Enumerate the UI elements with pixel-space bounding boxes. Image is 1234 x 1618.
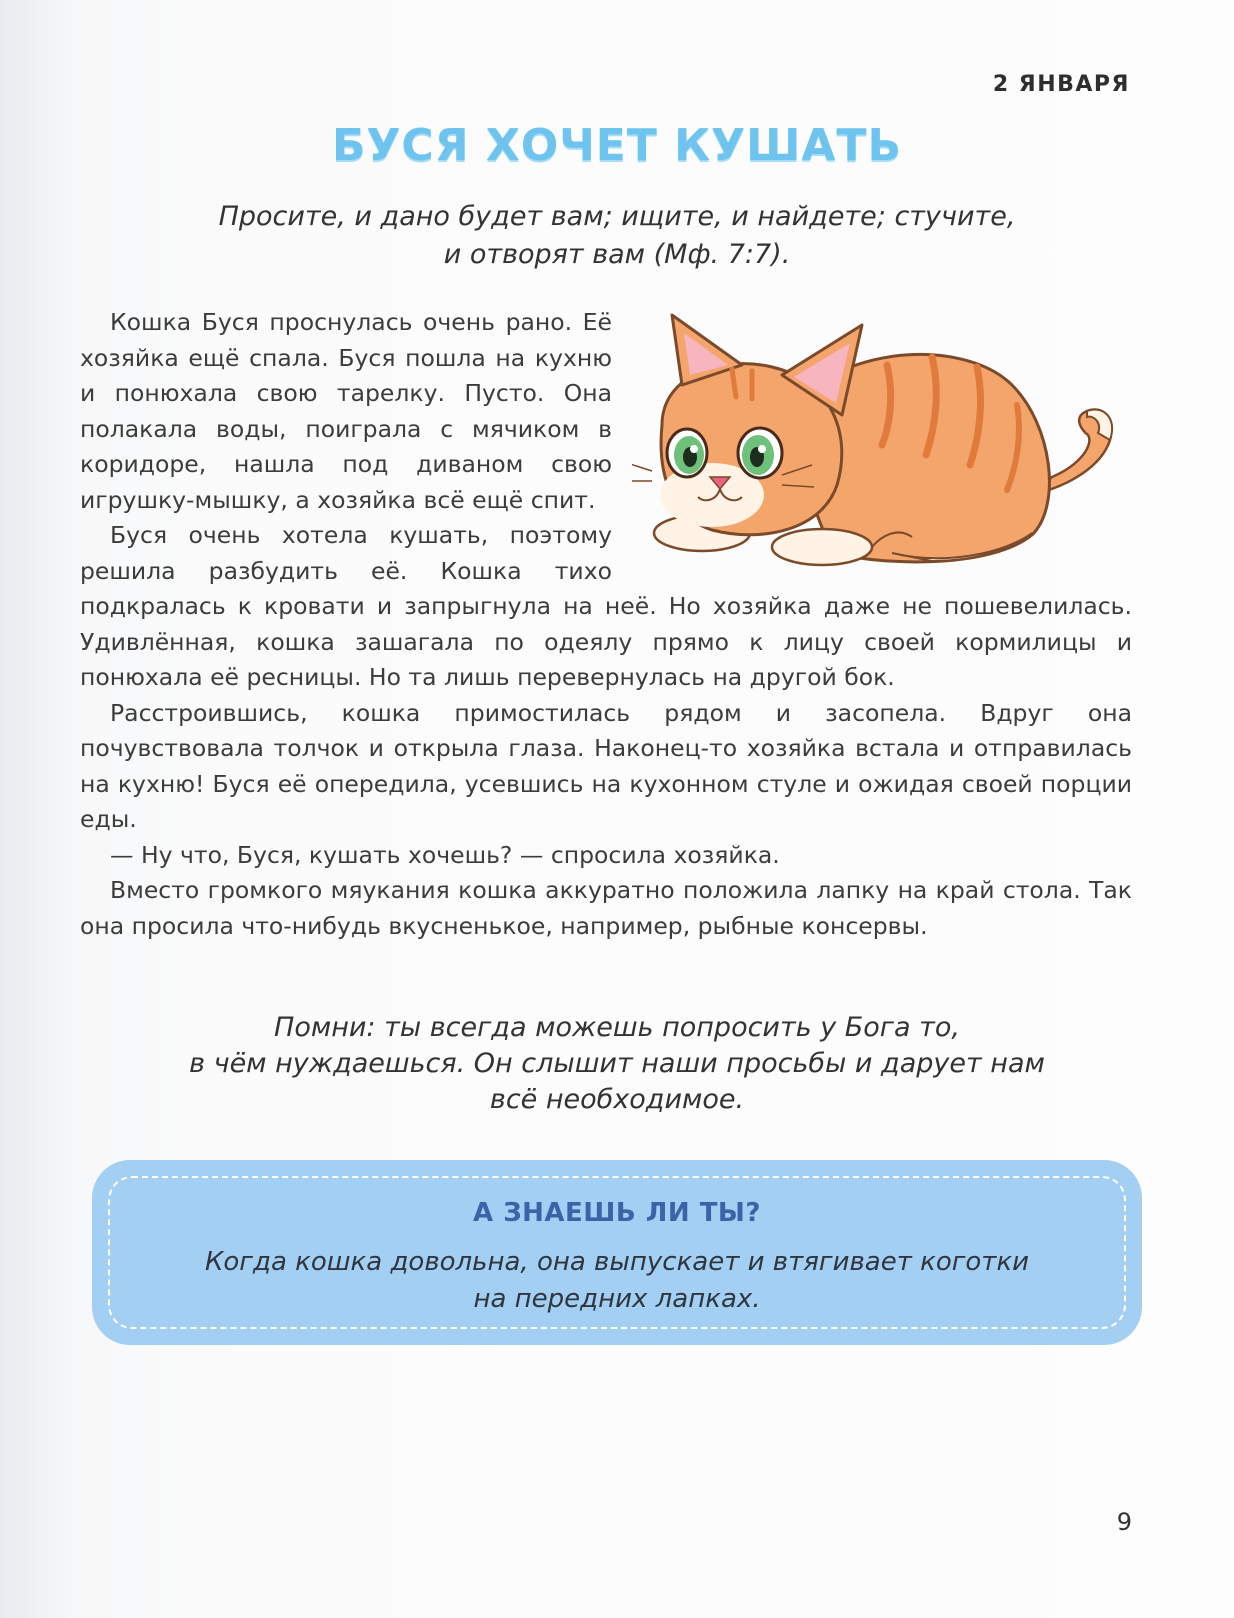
story-paragraph-2: Буся очень хотела кушать, поэтому решила разбудить её. Кошка тихо подкралась к кровати и запрыгнула на неё. Но хозяйка даже не пошевелилась. Удивлённая, кошка зашагала по одеялу прямо к лицу своей кормилицы и понюхала её ресницы. Но та лишь перевернулась на другой бок. (80, 521, 1132, 691)
story-paragraph-3: Расстроившись, кошка примостилась рядом и засопела. Вдруг она почувствовала толчок и открыла глаза. Наконец-то хозяйка встала и отправилась на кухню! Буся её опередила, усевшись на кухонном стуле и ожидая своей порции еды. (80, 698, 1132, 833)
cat-image (632, 305, 1132, 587)
cat-illustration (632, 305, 1132, 587)
moral-line-2: в чём нуждаешься. Он слышит наши просьбы и дарует нам (189, 1048, 1045, 1079)
moral-text (0, 1010, 1234, 1118)
fact-line-2: на передних лапках. (473, 1284, 761, 1314)
moral-line-1: Помни: ты всегда можешь попросить у Бога то, (274, 1012, 960, 1043)
story-text (80, 305, 1132, 944)
fact-line-1: Когда кошка довольна, она выпускает и втягивает коготки (204, 1247, 1030, 1277)
did-you-know-title: А ЗНАЕШЬ ЛИ ТЫ? (473, 1198, 761, 1228)
moral-line-3: всё необходимое. (489, 1084, 745, 1115)
epigraph (0, 198, 1234, 274)
story-paragraph-1: Кошка Буся проснулась очень рано. Её хозяйка ещё спала. Буся пошла на кухню и понюхала свою тарелку. Пусто. Она полакала воды, поиграла с мячиком в коридоре, нашла под диваном свою игрушку-мышку, а хозяйка всё ещё спит. (80, 308, 612, 514)
story-paragraph-5: Вместо громкого мяукания кошка аккуратно положила лапку на край стола. Так она просила что-нибудь вкусненькое, например, рыбные консервы. (80, 876, 1132, 940)
did-you-know-text (132, 1244, 1102, 1318)
date-header: 2 ЯНВАРЯ (992, 72, 1130, 97)
page-number: 9 (1116, 1508, 1132, 1536)
did-you-know-box (92, 1160, 1142, 1345)
story-paragraph-4: — Ну что, Буся, кушать хочешь? — спросила хозяйка. (110, 840, 780, 869)
epigraph-line-1: Просите, и дано будет вам; ищите, и найдете; стучите, (218, 201, 1016, 232)
epigraph-line-2: и отворят вам (Мф. 7:7). (443, 239, 791, 270)
story-title: БУСЯ ХОЧЕТ КУШАТЬ (331, 120, 903, 171)
